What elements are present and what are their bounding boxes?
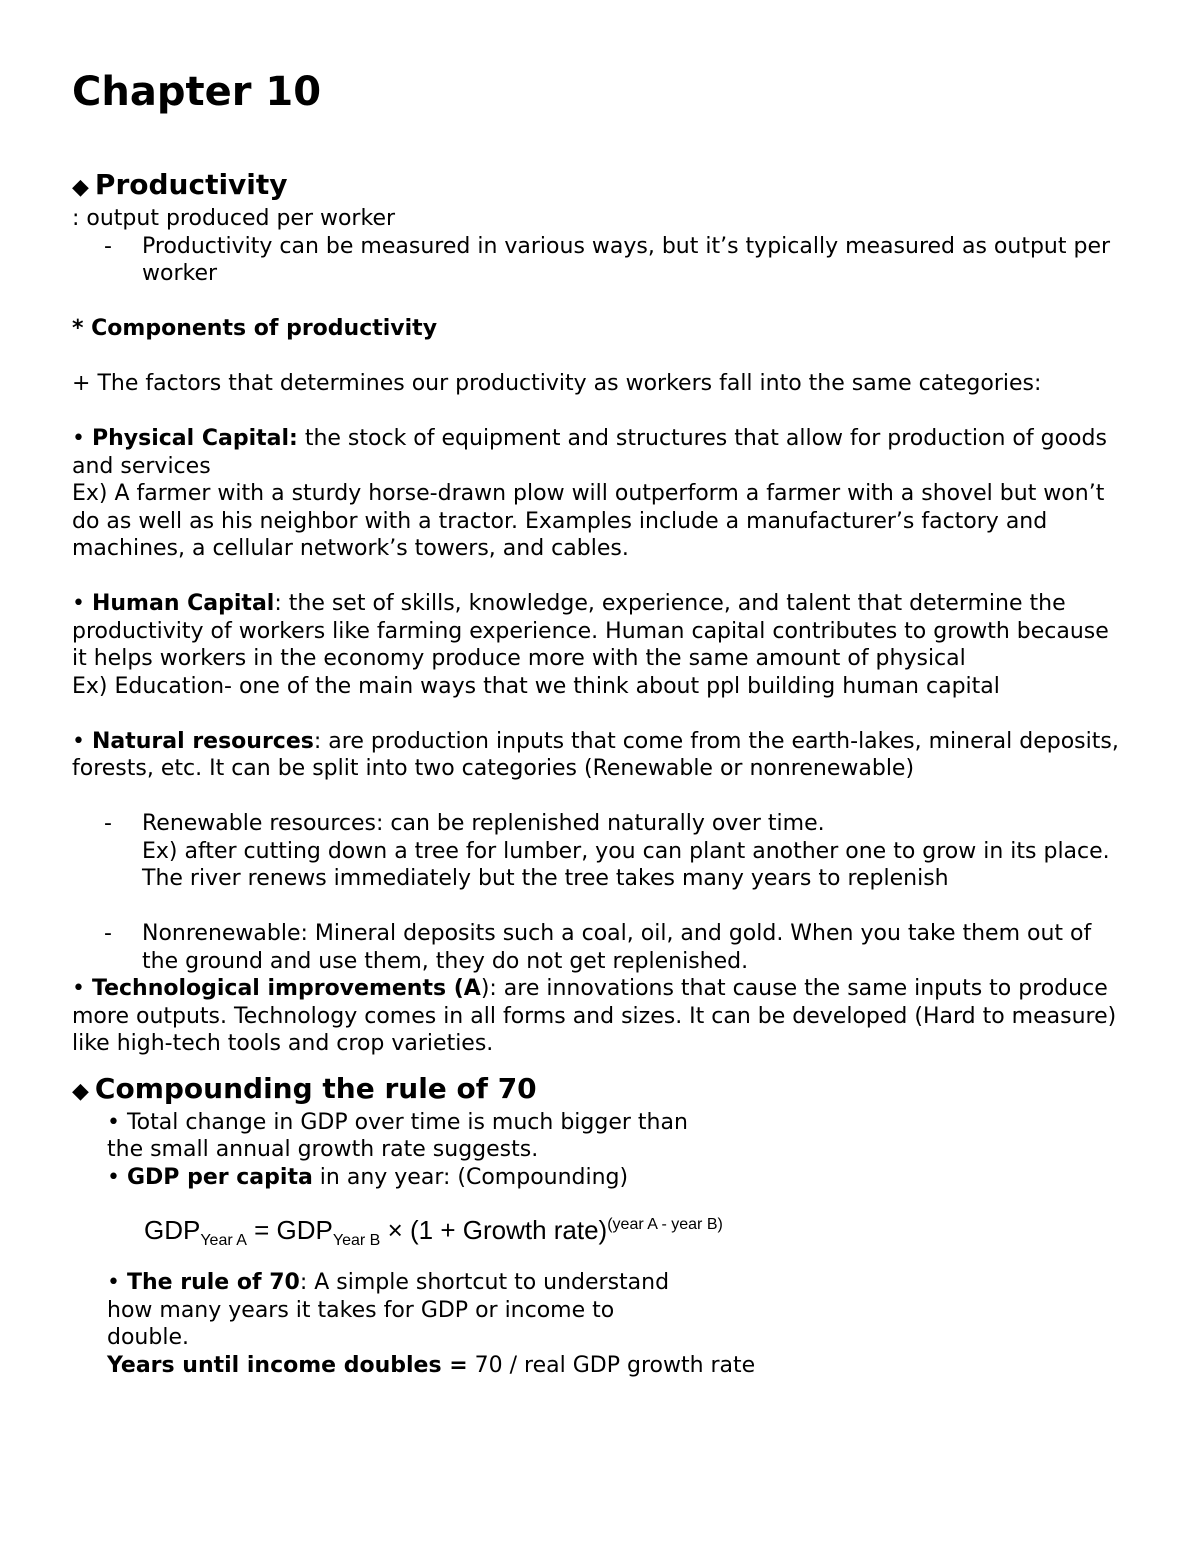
natural-resources: • Natural resources: are production inputs that come from the earth-lakes, mineral deposits, forests, etc. It can be split into two categories (Renewable or nonrenewable) <box>72 728 1119 781</box>
human-capital: • Human Capital: the set of skills, knowledge, experience, and talent that determine the productivity of workers like farming experience. Human capital contributes to growth because it helps workers in the economy produce more with the same amount of physical <box>72 591 1109 671</box>
compounding-formula: $GDP_{Year A} = GDP_{Year B} \times (1$ + Growth rate)$^{(year A - year B)}$ <box>144 1215 723 1249</box>
productivity-bullet: - Productivity can be measured in various ways, but it’s typically measured as output per worker <box>72 233 1130 288</box>
physical-capital: • Physical Capital: the stock of equipment and structures that allow for production of goods and services <box>72 426 1107 479</box>
compounding-heading: ◆ Compounding the rule of 70 <box>72 1071 537 1105</box>
rule-of-70-point: • The rule of 70: A simple shortcut to understand how many years it takes for GDP or income to double. <box>107 1270 670 1350</box>
diamond-bullet-icon: ◆ <box>72 175 89 200</box>
diamond-bullet-icon: ◆ <box>72 1078 89 1104</box>
chapter-title: Chapter 10 <box>72 69 322 115</box>
physical-capital-example: Ex) A farmer with a sturdy horse-drawn plow will outperform a farmer with a shovel but won’t do as well as his neighbor with a tractor. Examples include a manufacturer’s factory and machines, a cellular network’s towers, and cables. <box>72 481 1105 561</box>
compounding-point-1: • Total change in GDP over time is much bigger than the small annual growth rate suggests. <box>107 1109 688 1162</box>
document-page <box>72 64 1130 1379</box>
years-until-doubles: Years until income doubles = 70 / real GDP growth rate <box>107 1352 756 1378</box>
plus-icon: + <box>72 371 91 396</box>
productivity-heading: ◆ Productivity <box>72 168 288 201</box>
renewable-resources: - Renewable resources: can be replenished naturally over time. Ex) after cutting down a tree for lumber, you can plant another one to grow in its place. The river renews immediately but the tree takes many years to replenish <box>72 810 1130 893</box>
technological-improvements: • Technological improvements (A): are innovations that cause the same inputs to produce more outputs. Technology comes in all forms and sizes. It can be developed (Hard to measure) like high-tech tools and crop varieties. <box>72 976 1117 1056</box>
human-capital-example: Ex) Education- one of the main ways that we think about ppl building human capital <box>72 673 1000 699</box>
components-heading: * Components of productivity <box>72 316 438 341</box>
nonrenewable-resources: - Nonrenewable: Mineral deposits such a coal, oil, and gold. When you take them out of the ground and use them, they do not get replenished. <box>72 920 1130 975</box>
gdp-per-capita-point: • GDP per capita in any year: (Compounding) <box>107 1164 629 1190</box>
components-intro: + The factors that determines our productivity as workers fall into the same categories: <box>72 371 1042 396</box>
productivity-definition: : output produced per worker <box>72 206 396 231</box>
